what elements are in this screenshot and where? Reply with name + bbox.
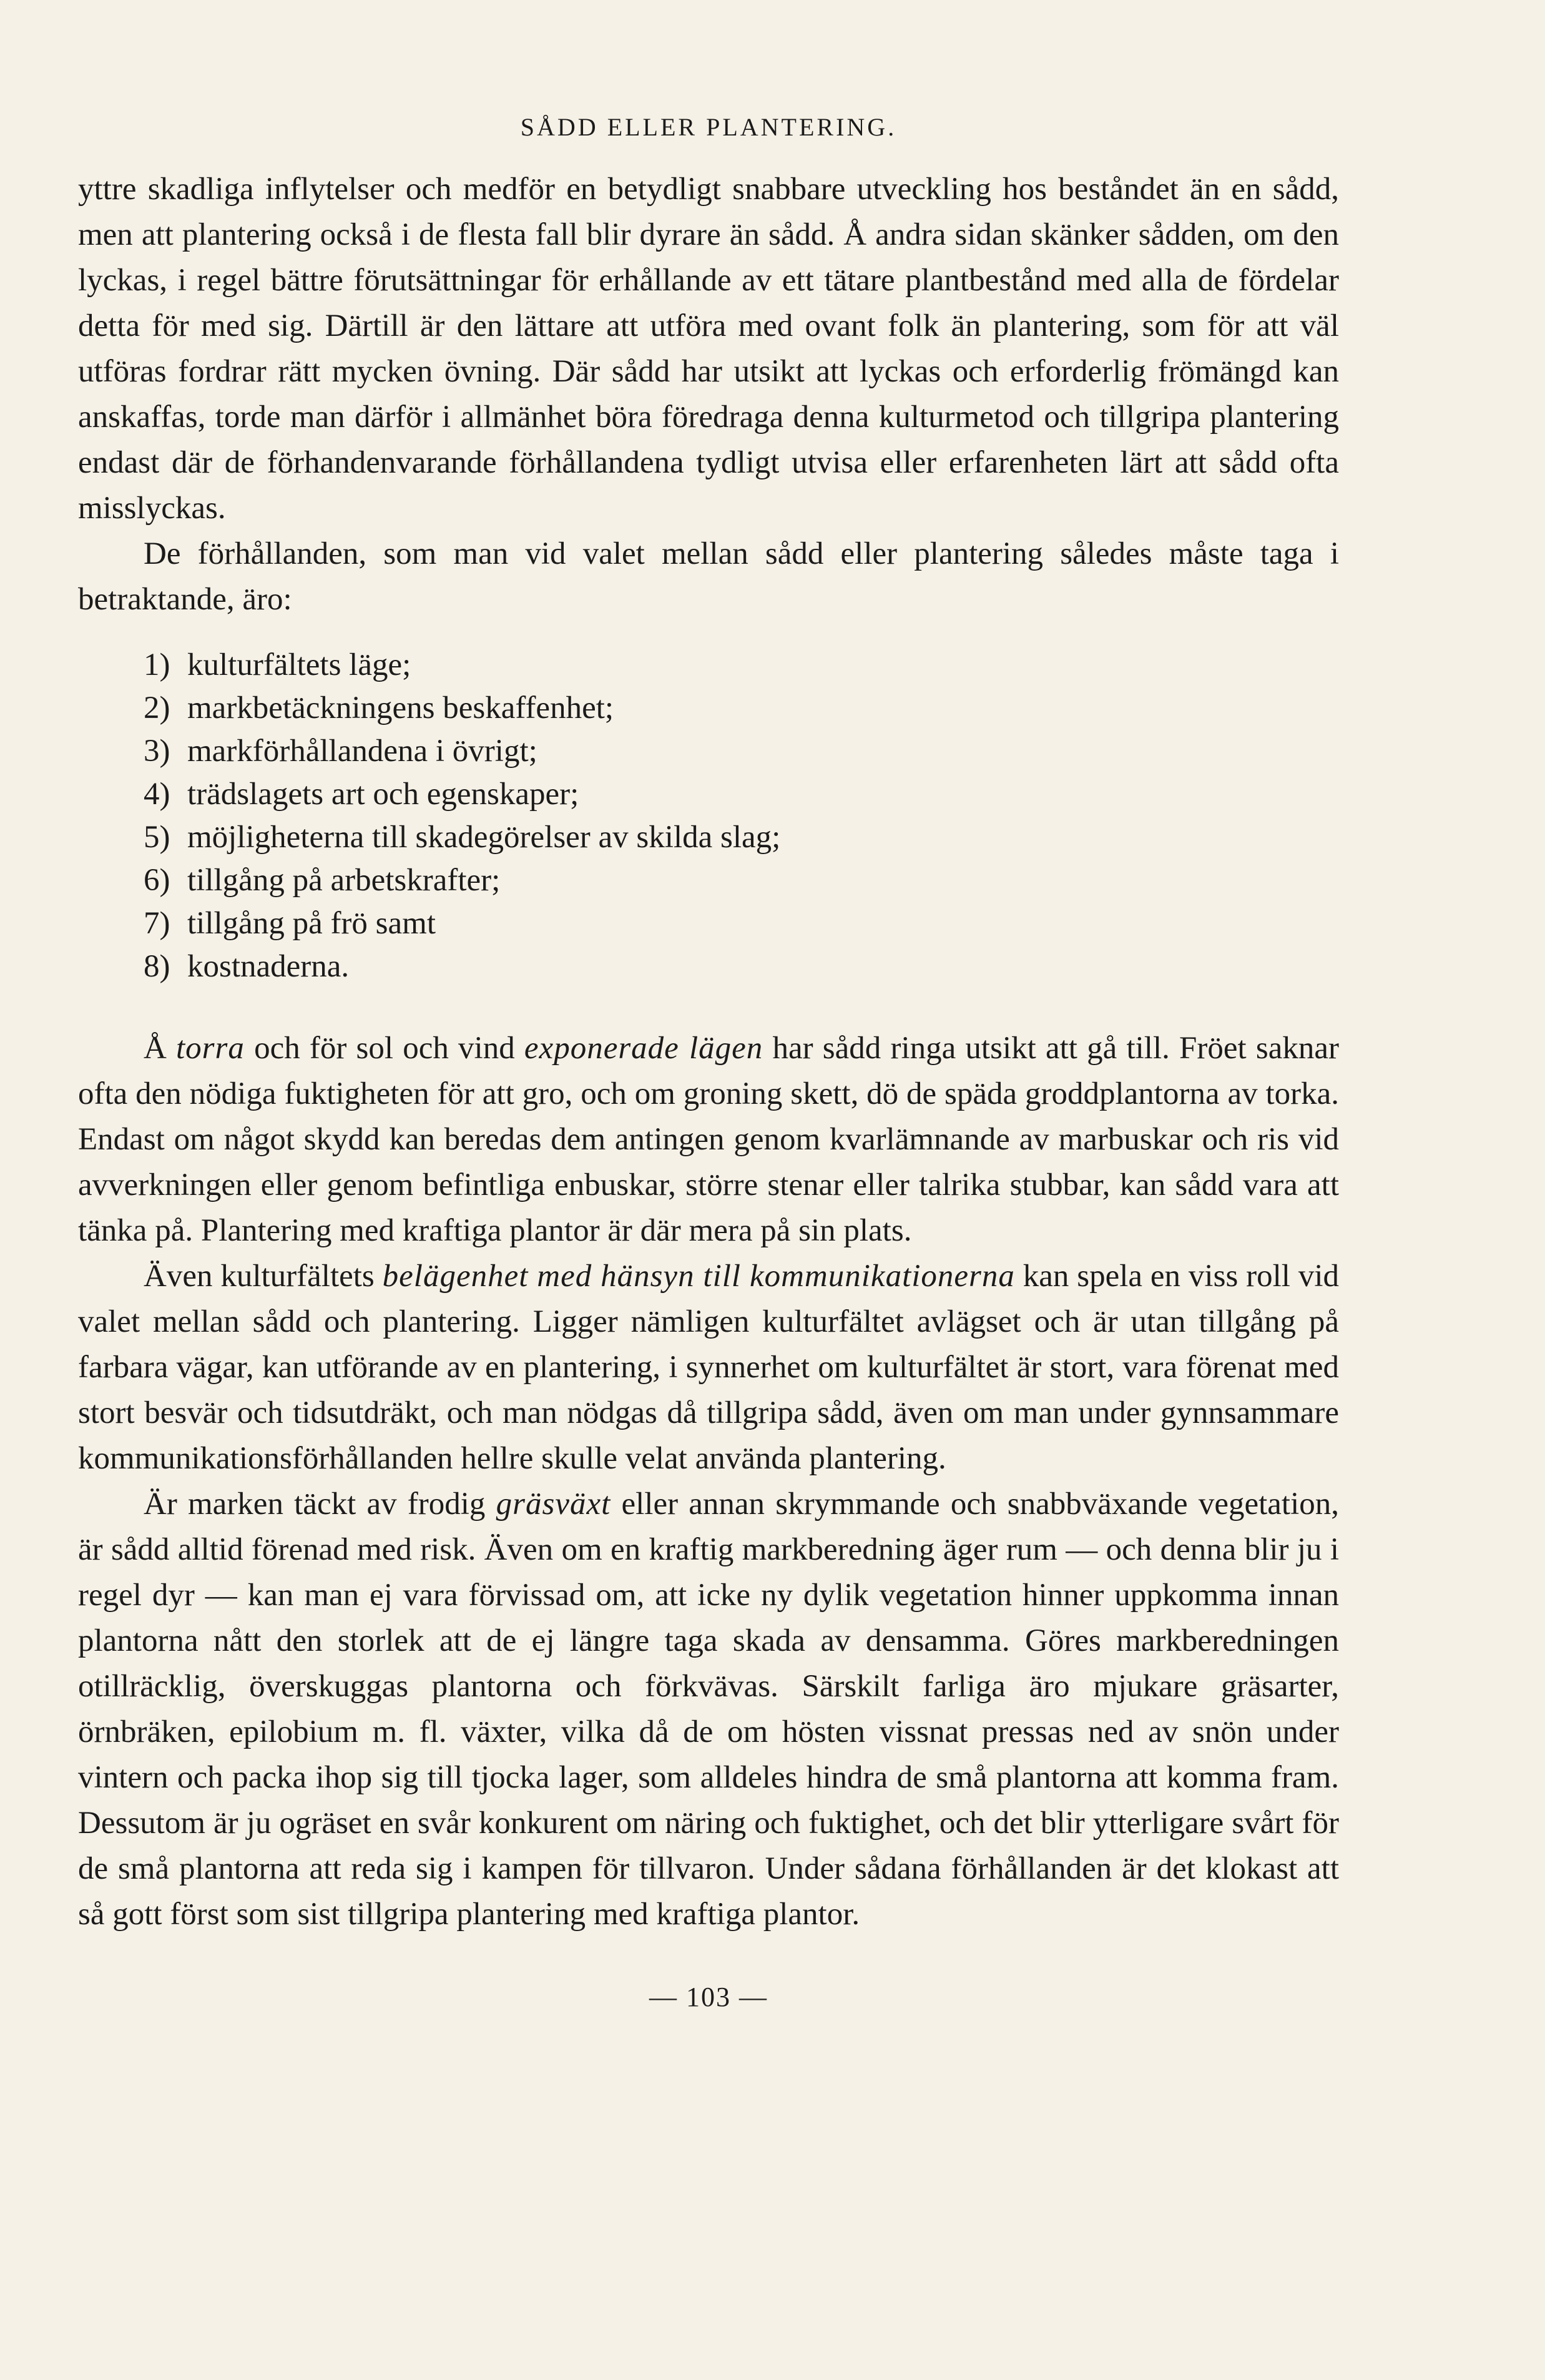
list-item-number: 5): [144, 820, 170, 855]
list-item-text: tillgång på frö samt: [187, 906, 436, 941]
list-item-number: 4): [144, 777, 170, 812]
paragraph-1: [78, 167, 1339, 531]
list-item-number: 3): [144, 734, 170, 769]
paragraph-3: [78, 1026, 1339, 1254]
text-run: Även kulturfältets: [144, 1259, 383, 1294]
paragraph-4: [78, 1254, 1339, 1482]
text-run: kan spela en viss roll vid valet mellan sådd och plantering. Ligger nämligen kulturfältet avlägset och är utan tillgång på farbara vägar, kan utförande av en plantering, i synnerhet om kulturfältet är stort, vara förenat med stort besvär och tidsutdräkt, och man nödgas då tillgripa sådd, även om man under gynnsammare kommunikationsförhållanden hellre skulle velat använda plantering.: [78, 1259, 1340, 1476]
emphasized-text: belägenhet med hänsyn till kommunikationerna: [382, 1259, 1015, 1294]
list-item-text: markbetäckningens beskaffenhet;: [187, 691, 614, 725]
emphasized-text: exponerade lägen: [524, 1031, 763, 1066]
text-run: Å: [144, 1031, 177, 1066]
list-item-number: 8): [144, 949, 170, 984]
list-item-text: möjligheterna till skadegörelser av skilda slag;: [187, 820, 781, 855]
list-item: [144, 730, 1339, 773]
list-item-number: 1): [144, 647, 170, 682]
text-run: har sådd ringa utsikt att gå till. Fröet saknar ofta den nödiga fuktigheten för att gro, och om groning skett, dö de späda groddplantorna av torka. Endast om något skydd kan beredas dem antingen genom kvarlämnande av marbuskar och ris vid avverkningen eller genom befintliga enbuskar, större stenar eller talrika stubbar, kan sådd vara att tänka på. Plantering med kraftiga plantor är där mera på sin plats.: [78, 1031, 1339, 1248]
page-body: [78, 112, 1339, 2013]
emphasized-text: torra: [176, 1031, 245, 1066]
text-run: Är marken täckt av frodig: [144, 1487, 496, 1522]
paragraph-5: [78, 1482, 1339, 1937]
emphasized-text: gräsväxt: [496, 1487, 611, 1522]
list-item-text: markförhållandena i övrigt;: [187, 734, 537, 769]
list-item: [144, 902, 1339, 945]
list-item-number: 7): [144, 906, 170, 941]
list-item: [144, 687, 1339, 730]
text-run: och för sol och vind: [244, 1031, 524, 1066]
paragraph-2: [78, 531, 1339, 622]
text-run: yttre skadliga inflytelser och medför en betydligt snabbare utveckling hos beståndet än en sådd, men att plantering också i de flesta fall blir dyrare än sådd. Å andra sidan skänker sådden, om den lyckas, i regel bättre förutsättningar för erhållande av ett tätare plantbestånd med alla de fördelar detta för med sig. Därtill är den lättare att utföra med ovant folk än plantering, som för att väl utföras fordrar rätt mycken övning. Där sådd har utsikt att lyckas och erforderlig frömängd kan anskaffas, torde man därför i allmänhet böra föredraga denna kulturmetod och tillgripa plantering endast där de förhandenvarande förhållandena tydligt utvisa eller erfarenheten lärt att sådd ofta misslyckas.: [78, 172, 1339, 526]
text-run: eller annan skrymmande och snabbväxande vegetation, är sådd alltid förenad med risk. Även om en kraftig markberedning äger rum — och denna blir ju i regel dyr — kan man ej vara förvissad om, att icke ny dylik vegetation hinner uppkomma innan plantorna nått den storlek att de ej längre taga skada av densamma. Göres markberedningen otillräcklig, överskuggas plantorna och förkvävas. Särskilt farliga äro mjukare gräsarter, örnbräken, epilobium m. fl. växter, vilka då de om hösten vissnat pressas ned av snön under vintern och packa ihop sig till tjocka lager, som alldeles hindra de små plantorna att komma fram. Dessutom är ju ogräset en svår konkurent om näring och fuktighet, och det blir ytterligare svårt för de små plantorna att reda sig i kampen för tillvaron. Under sådana förhållanden är det klokast att så gott först som sist tillgripa plantering med kraftiga plantor.: [78, 1487, 1339, 1932]
page-number: — 103 —: [649, 1982, 768, 2012]
list-item-text: trädslagets art och egenskaper;: [187, 777, 579, 812]
list-item-text: kostnaderna.: [187, 949, 350, 984]
text-run: De förhållanden, som man vid valet mellan sådd eller plantering således måste taga i betraktande, äro:: [78, 536, 1339, 617]
list-item-text: kulturfältets läge;: [187, 647, 411, 682]
list-item: [144, 773, 1339, 816]
list-item-number: 6): [144, 863, 170, 898]
running-head: SÅDD ELLER PLANTERING.: [520, 113, 897, 141]
list-item: [144, 644, 1339, 687]
list-item: [144, 816, 1339, 859]
list-item: [144, 859, 1339, 902]
list-item: [144, 945, 1339, 988]
list-item-text: tillgång på arbetskrafter;: [187, 863, 501, 898]
list-item-number: 2): [144, 691, 170, 725]
factor-list: [78, 644, 1339, 988]
